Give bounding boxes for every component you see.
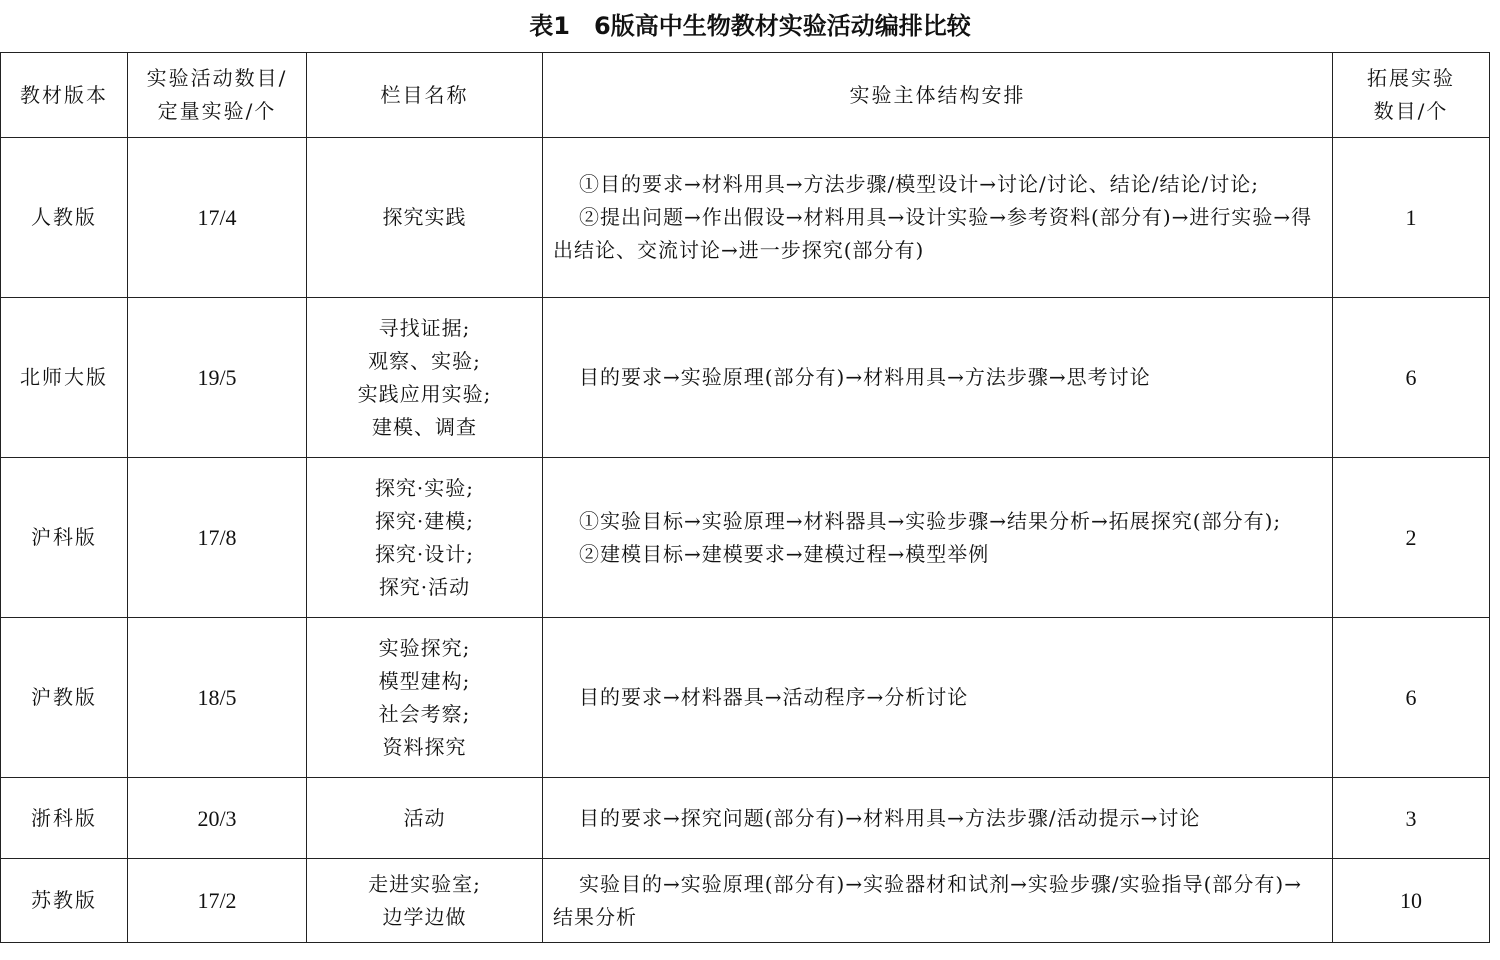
names-line: 活动: [403, 805, 446, 830]
table-header: [1, 53, 1490, 138]
table-caption: 表1 6版高中生物教材实验活动编排比较: [529, 12, 971, 40]
header-structure: [543, 53, 1333, 138]
header-names: [307, 53, 543, 138]
structure-line: 目的要求→探究问题(部分有)→材料用具→方法步骤/活动提示→讨论: [579, 805, 1201, 830]
count-cell: 18/5: [128, 618, 307, 778]
names-line: 资料探究: [382, 734, 467, 759]
structure-line: 目的要求→材料器具→活动程序→分析讨论: [579, 685, 969, 709]
structure-cell: [543, 298, 1333, 458]
names-cell: [307, 138, 543, 298]
names-line: 社会考察;: [378, 701, 471, 726]
names-cell: [307, 618, 543, 778]
extend-cell: 6: [1333, 618, 1490, 778]
names-line: 模型建构;: [378, 668, 471, 693]
names-line: 走进实验室;: [368, 871, 481, 896]
extend-cell: 1: [1333, 138, 1490, 298]
names-cell: [307, 298, 543, 458]
count-cell: 17/8: [128, 458, 307, 618]
table-row: [1, 298, 1490, 458]
header-extend-line-2: 数目/个: [1373, 99, 1449, 123]
names-cell: [307, 458, 543, 618]
table-row: [1, 458, 1490, 618]
extend-cell: 2: [1333, 458, 1490, 618]
table-row: [1, 859, 1490, 943]
header-extend-line-1: 拓展实验: [1367, 66, 1455, 90]
header-version-label: 教材版本: [20, 82, 108, 107]
names-line: 实践应用实验;: [357, 381, 492, 406]
header-row: [1, 53, 1490, 138]
names-line: 探究·活动: [378, 574, 471, 599]
version-cell: 苏教版: [1, 859, 128, 943]
names-line: 观察、实验;: [368, 348, 481, 373]
names-line: 探究·实验;: [374, 475, 475, 500]
names-cell: [307, 778, 543, 859]
extend-cell: 3: [1333, 778, 1490, 859]
names-line: 探究·设计;: [374, 541, 475, 566]
structure-line: 实验目的→实验原理(部分有)→实验器材和试剂→实验步骤/实验指导(部分有)→结果分析: [553, 871, 1302, 929]
header-count: [128, 53, 307, 138]
version-cell: 人教版: [1, 138, 128, 298]
version-cell: 沪教版: [1, 618, 128, 778]
names-line: 边学边做: [382, 904, 467, 929]
structure-line: 目的要求→实验原理(部分有)→材料用具→方法步骤→思考讨论: [579, 365, 1151, 389]
header-structure-label: 实验主体结构安排: [849, 82, 1026, 107]
structure-line: ①实验目标→实验原理→材料器具→实验步骤→结果分析→拓展探究(部分有);: [579, 508, 1282, 533]
extend-cell: 10: [1333, 859, 1490, 943]
structure-cell: [543, 618, 1333, 778]
extend-cell: 6: [1333, 298, 1490, 458]
names-line: 探究·建模;: [374, 508, 475, 533]
table-row: [1, 138, 1490, 298]
names-line: 寻找证据;: [378, 315, 471, 340]
names-cell: [307, 859, 543, 943]
structure-cell: [543, 138, 1333, 298]
header-count-line-2: 定量实验/个: [157, 99, 277, 123]
header-version: [1, 53, 128, 138]
version-cell: 浙科版: [1, 778, 128, 859]
count-cell: 17/4: [128, 138, 307, 298]
table-body: [1, 138, 1490, 943]
names-line: 探究实践: [382, 205, 467, 229]
structure-cell: [543, 778, 1333, 859]
header-count-line-1: 实验活动数目/: [146, 66, 288, 90]
structure-line: ②建模目标→建模要求→建模过程→模型举例: [579, 541, 990, 566]
header-names-label: 栏目名称: [380, 82, 469, 107]
version-cell: 沪科版: [1, 458, 128, 618]
structure-line: ②提出问题→作出假设→材料用具→设计实验→参考资料(部分有)→进行实验→得出结论、交流讨论→进一步探究(部分有): [553, 205, 1313, 262]
version-cell: 北师大版: [1, 298, 128, 458]
table-row: [1, 618, 1490, 778]
structure-cell: [543, 859, 1333, 943]
count-cell: 20/3: [128, 778, 307, 859]
comparison-table: [0, 52, 1490, 943]
structure-cell: [543, 458, 1333, 618]
structure-line: ①目的要求→材料用具→方法步骤/模型设计→讨论/讨论、结论/结论/讨论;: [579, 172, 1259, 196]
count-cell: 19/5: [128, 298, 307, 458]
names-line: 实验探究;: [378, 635, 471, 660]
table-row: [1, 778, 1490, 859]
names-line: 建模、调查: [372, 414, 477, 439]
header-extend: [1333, 53, 1490, 138]
count-cell: 17/2: [128, 859, 307, 943]
